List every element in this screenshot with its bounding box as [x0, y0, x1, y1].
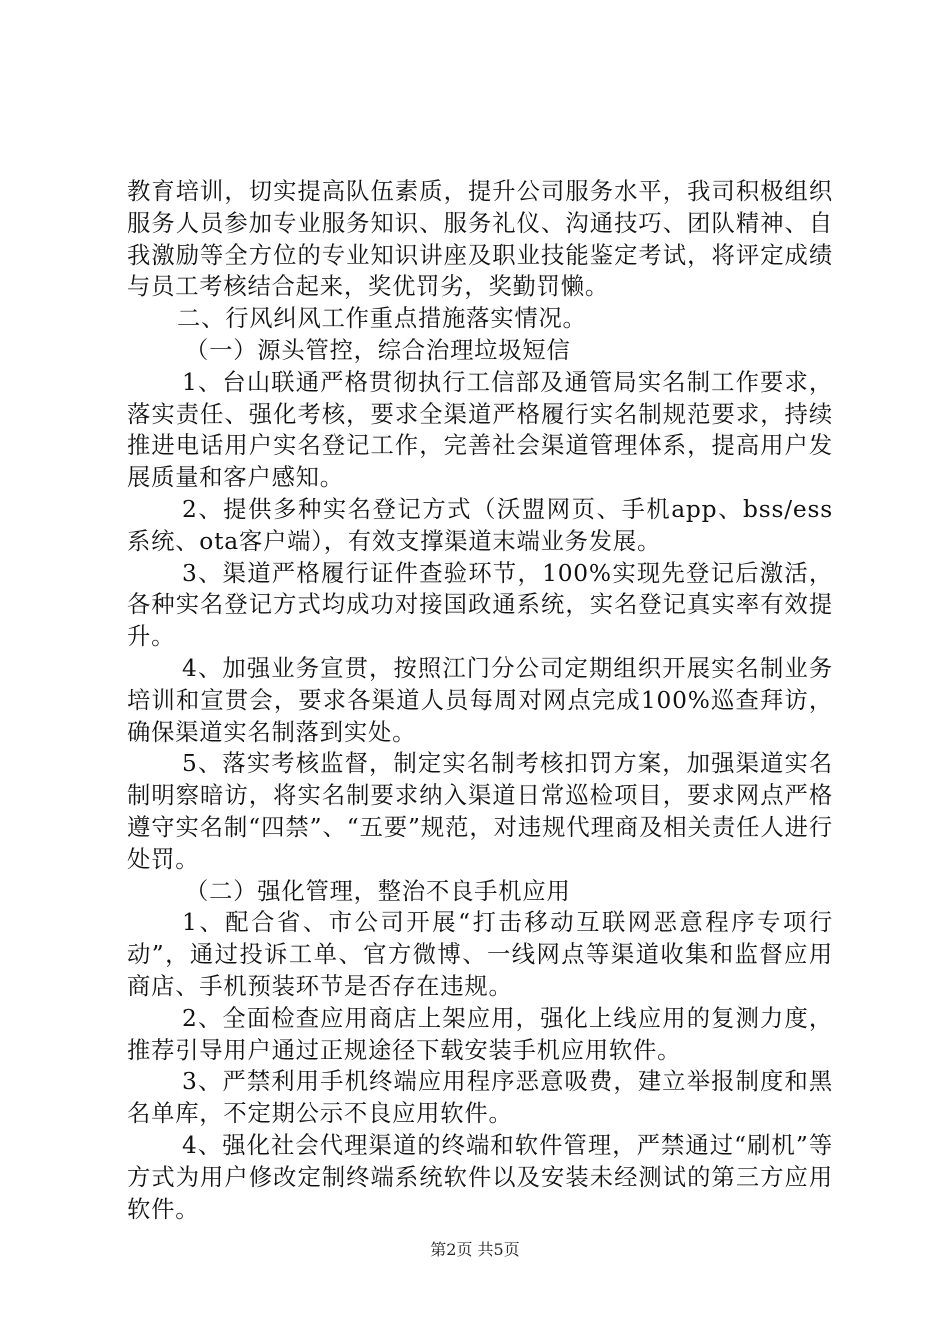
- paragraph-item-2-4: 4、强化社会代理渠道的终端和软件管理，严禁通过“刷机”等方式为用户修改定制终端系统软件以及安装未经测试的第三方应用软件。: [127, 1131, 833, 1223]
- paragraph-item-2-2: 2、全面检查应用商店上架应用，强化上线应用的复测力度，推荐引导用户通过正规途径下载安装手机应用软件。: [127, 1004, 833, 1064]
- subsection-heading-1: （一）源头管控，综合治理垃圾短信: [185, 336, 571, 364]
- paragraph-item-1-2: 2、提供多种实名登记方式（沃盟网页、手机app、bss/ess系统、ota客户端），有效支撑渠道末端业务发展。: [127, 495, 833, 555]
- page-footer: 第2页 共5页: [430, 1240, 520, 1259]
- document-body: [127, 176, 833, 1225]
- paragraph-item-2-3: 3、严禁利用手机终端应用程序恶意吸费，建立举报制度和黑名单库，不定期公示不良应用软件。: [127, 1068, 833, 1128]
- paragraph-item-1-1: 1、台山联通严格贯彻执行工信部及通管局实名制工作要求，落实责任、强化考核，要求全渠道严格履行实名制规范要求，持续推进电话用户实名登记工作，完善社会渠道管理体系，提高用户发展质量和客户感知。: [127, 368, 833, 492]
- paragraph-training: 教育培训，切实提高队伍素质，提升公司服务水平，我司积极组织服务人员参加专业服务知识、服务礼仪、沟通技巧、团队精神、自我激励等全方位的专业知识讲座及职业技能鉴定考试，将评定成绩与员工考核结合起来，奖优罚劣，奖勤罚懒。: [127, 178, 833, 301]
- subsection-heading-2: （二）强化管理，整治不良手机应用: [185, 877, 571, 905]
- paragraph-item-1-3: 3、渠道严格履行证件查验环节，100%实现先登记后激活，各种实名登记方式均成功对接国政通系统，实名登记真实率有效提升。: [127, 559, 833, 651]
- paragraph-item-1-5: 5、落实考核监督，制定实名制考核扣罚方案，加强渠道实名制明察暗访，将实名制要求纳入渠道日常巡检项目，要求网点严格遵守实名制“四禁”、“五要”规范，对违规代理商及相关责任人进行处罚。: [127, 750, 833, 873]
- section-heading-2: 二、行风纠风工作重点措施落实情况。: [177, 305, 587, 333]
- paragraph-item-1-4: 4、加强业务宣贯，按照江门分公司定期组织开展实名制业务培训和宣贯会，要求各渠道人员每周对网点完成100%巡查拜访，确保渠道实名制落到实处。: [127, 654, 833, 746]
- paragraph-item-2-1: 1、配合省、市公司开展“打击移动互联网恶意程序专项行动”，通过投诉工单、官方微博、一线网点等渠道收集和监督应用商店、手机预装环节是否存在违规。: [127, 909, 833, 1000]
